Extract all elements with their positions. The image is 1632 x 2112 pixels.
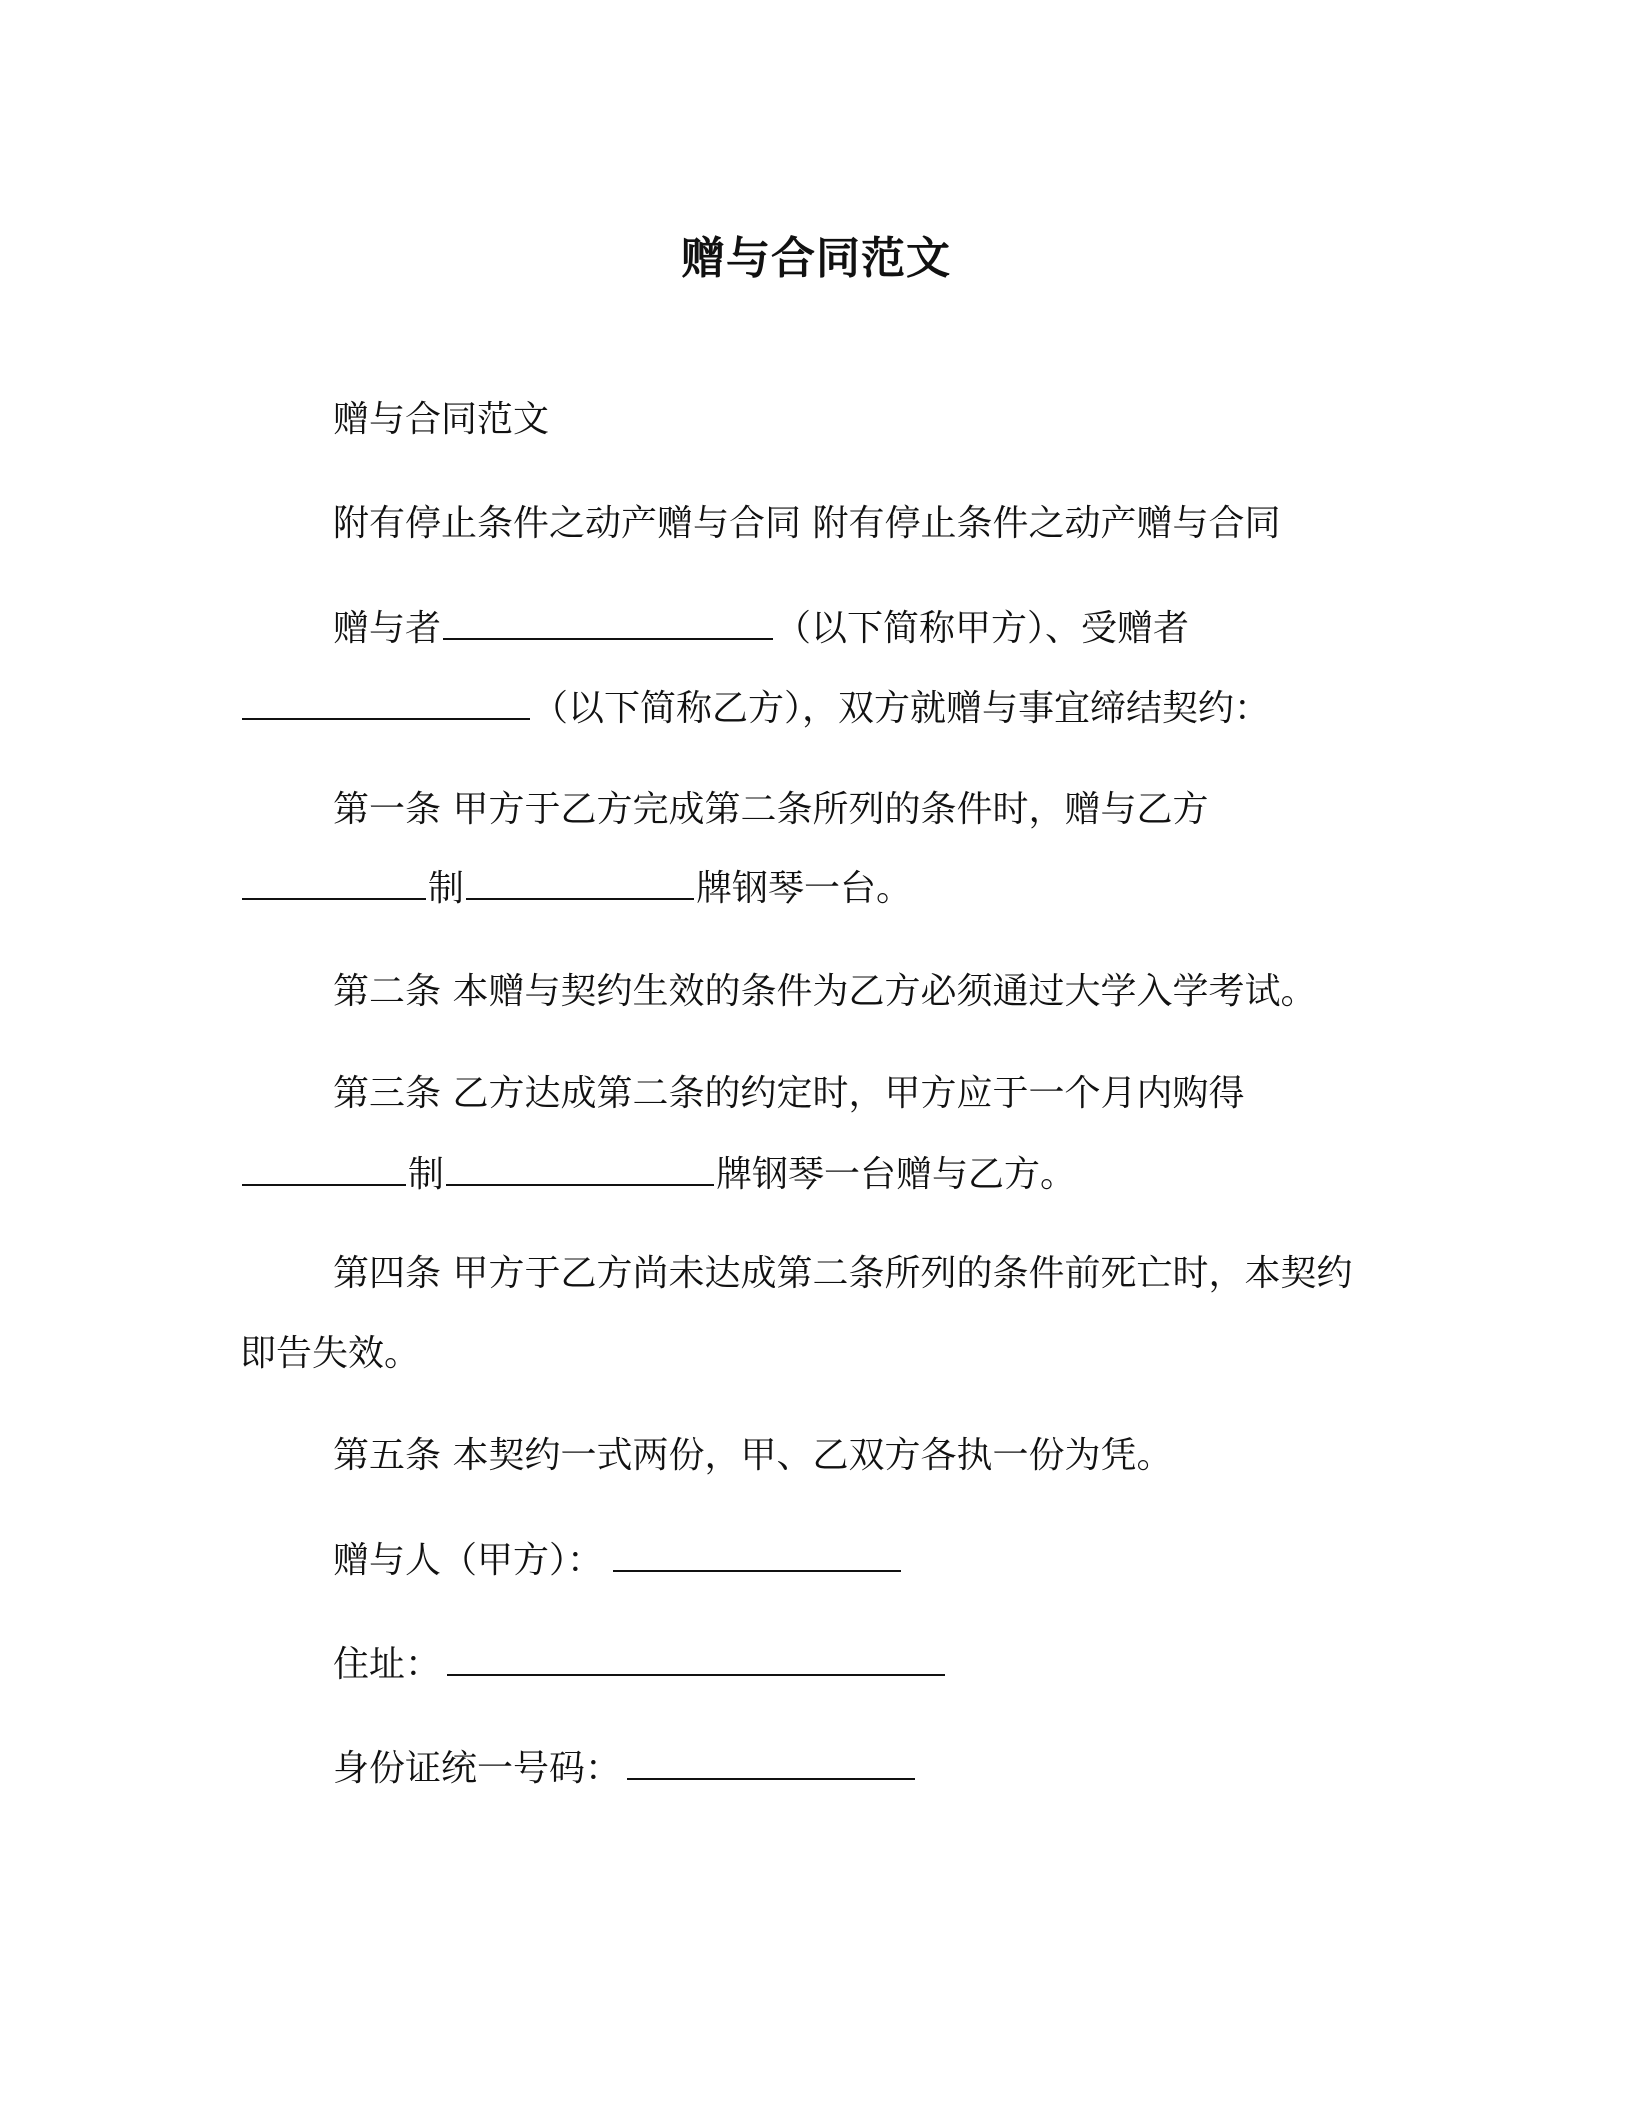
parties-intro-line1 [333, 604, 1189, 653]
donee-abbrev-text: （以下简称乙方），双方就赠与事宜缔结契约： [532, 688, 1271, 729]
id-number-label: 身份证统一号码： [333, 1748, 622, 1789]
article-3-mid: 制 [408, 1154, 445, 1195]
article-3-end: 牌钢琴一台赠与乙方。 [716, 1154, 1077, 1195]
signature-id [333, 1744, 917, 1793]
piano-maker-blank-2 [242, 1150, 406, 1186]
document-subtitle: 赠与合同范文 [333, 399, 550, 440]
donor-signature-blank [613, 1536, 901, 1572]
donor-signature-label: 赠与人（甲方）： [333, 1540, 604, 1581]
article-1-line1: 第一条 甲方于乙方完成第二条所列的条件时，赠与乙方 [333, 789, 1209, 830]
article-3-line2 [240, 1150, 1076, 1199]
signature-address [333, 1640, 947, 1689]
article-3-line1: 第三条 乙方达成第二条的约定时，甲方应于一个月内购得 [333, 1073, 1245, 1114]
piano-brand-blank-2 [446, 1150, 714, 1186]
id-number-blank [627, 1744, 915, 1780]
address-blank [447, 1640, 945, 1676]
parties-intro-line2 [240, 684, 1270, 733]
document-title: 赠与合同范文 [681, 233, 951, 284]
article-1-end: 牌钢琴一台。 [696, 868, 913, 909]
piano-maker-blank [242, 864, 426, 900]
article-2: 第二条 本赠与契约生效的条件为乙方必须通过大学入学考试。 [333, 971, 1317, 1012]
article-4-line2: 即告失效。 [240, 1333, 421, 1374]
piano-brand-blank [466, 864, 694, 900]
address-label: 住址： [333, 1644, 442, 1685]
donor-abbrev-text: （以下简称甲方）、受赠者 [775, 608, 1190, 649]
donor-label: 赠与者 [333, 608, 442, 649]
donee-name-blank [242, 684, 530, 720]
article-5: 第五条 本契约一式两份，甲、乙双方各执一份为凭。 [333, 1435, 1173, 1476]
article-4-line1: 第四条 甲方于乙方尚未达成第二条所列的条件前死亡时，本契约 [333, 1253, 1353, 1294]
article-1-line2 [240, 864, 912, 913]
article-1-mid: 制 [428, 868, 465, 909]
donor-name-blank [443, 604, 773, 640]
signature-donor [333, 1536, 903, 1585]
contract-heading-line: 附有停止条件之动产赠与合同 附有停止条件之动产赠与合同 [333, 503, 1281, 544]
